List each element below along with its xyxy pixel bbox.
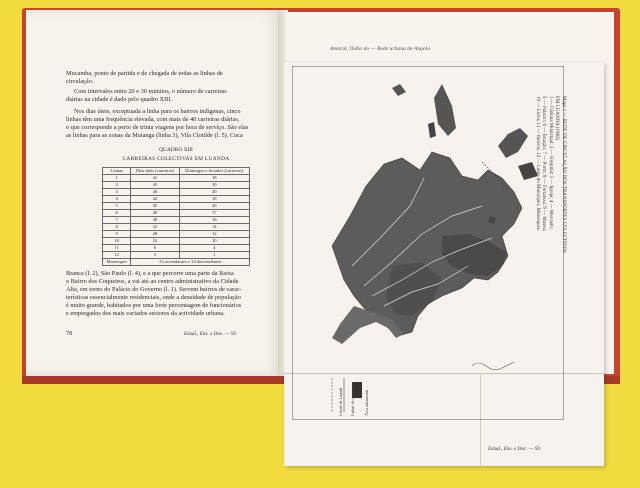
caption-line: 5 — Palácio; 6 — Estação; 7 — Porto; 8 — Fortaleza; 9 — Museu;	[541, 96, 547, 232]
table-title: QUADRO XIII	[159, 147, 193, 153]
table-row	[103, 224, 250, 231]
text-line: circulação.	[66, 78, 94, 85]
table-cell: 41	[131, 175, 179, 182]
island	[498, 128, 528, 158]
table-cell: 6	[103, 210, 131, 217]
table-cell: 18	[179, 196, 250, 203]
caption-line: EM LUANDA (1962)	[554, 96, 560, 141]
table-cell: 18	[179, 175, 250, 182]
luanda-map	[292, 66, 564, 420]
table-cell: Musseques	[103, 259, 131, 266]
table-cell: 8	[103, 224, 131, 231]
table-row	[103, 217, 250, 224]
table-row	[103, 245, 250, 252]
legend-item: Área urbanizada	[364, 389, 369, 416]
running-head: Amaral, Ilídio do — Rede urbana de Angola	[330, 46, 431, 52]
island	[392, 84, 406, 96]
column-header: Dias úteis (carreiras)	[131, 168, 179, 175]
table-cell: 19	[179, 182, 250, 189]
table-cell: 9	[103, 231, 131, 238]
table-footer-row	[103, 259, 250, 266]
table-row	[103, 196, 250, 203]
text-line: Com intervalos entre 20 e 30 minutos, o número de carreiras	[74, 88, 227, 95]
table-cell: 40	[131, 210, 179, 217]
text-line: Branca (l. 2), São Paulo (l. 4), e a que percorre uma parte da Baixa	[66, 270, 234, 277]
table-cell: 28	[131, 231, 179, 238]
table-row	[103, 203, 250, 210]
table-cell: 33 ascendentes e 34 descendentes	[131, 259, 250, 266]
table-cell: 10	[103, 238, 131, 245]
text-line: o Bairro dos Coqueiros, a vai até ao centro administrativo da Cidade	[66, 278, 239, 285]
text-line: Mucamba, ponto de partida e de chegada de todas as linhas de	[66, 70, 223, 77]
text-line: é muito grande, habitados por uma forte percentagem de funcionários	[66, 302, 242, 309]
caption-line: 10 — Liceu; 11 — Bairros; 12 — Largo do Município; Musseques.	[534, 96, 540, 231]
legend-item: Limite de Luanda	[338, 387, 343, 416]
table-row	[103, 252, 250, 259]
table-cell: 7	[103, 217, 131, 224]
table-cell: 2	[103, 182, 131, 189]
text-line: o que corresponde a perto de trinta viagens por hora de serviço. São elas	[66, 124, 249, 131]
table-cell: 14	[179, 224, 250, 231]
caption-line: Mapa 1 — REDE DE CIRCULAÇÃO DOS TRANSPORTES COLECTIVOS	[561, 96, 566, 253]
table-row	[103, 182, 250, 189]
carreiras-table	[102, 167, 250, 266]
table-cell: 1	[103, 175, 131, 182]
table-cell: 42	[131, 196, 179, 203]
table-cell: 20	[179, 203, 250, 210]
table-cell: 4	[179, 245, 250, 252]
table-cell: 45	[131, 203, 179, 210]
table-cell: 22	[131, 238, 179, 245]
table-cell: 17	[179, 210, 250, 217]
table-cell: 4	[103, 196, 131, 203]
text-line: Alta, em torno do Palácio do Governo (l. 1). Servem bairros de carac-	[66, 286, 242, 293]
table-row	[103, 231, 250, 238]
column-header: Domingos e feriados (carreiras)	[179, 168, 250, 175]
text-line: diárias na cidade é dado pelo quadro XIII.	[66, 96, 172, 103]
caption-line: 1 — Câmara Municipal; 2 — Hospital; 3 — Igreja; 4 — Mercado;	[547, 96, 553, 230]
foldout-footer: Estud., Ens. e Doc. — 93	[488, 446, 541, 452]
table-subtitle: CARREIRAS COLECTIVAS EM LUANDA	[122, 156, 230, 162]
table-cell: 6	[131, 245, 179, 252]
table-cell: 46	[131, 189, 179, 196]
table-row	[103, 175, 250, 182]
map-caption	[533, 96, 566, 416]
table-row	[103, 238, 250, 245]
text-line: e empregados dos mais variados sectores da actividade urbana.	[66, 310, 225, 317]
table-cell: 10	[179, 238, 250, 245]
island	[434, 84, 456, 136]
table-cell: 38	[131, 217, 179, 224]
legend-item: Linhas de transportes	[350, 381, 355, 416]
island	[428, 122, 436, 138]
table-cell: 3	[103, 189, 131, 196]
table-cell: 1	[179, 252, 250, 259]
text-line: linhas têm uma frequência elevada, com mais de 40 carreiras diárias,	[66, 116, 240, 123]
text-line: terísticas essencialmente residenciais, onde a densidade de população	[66, 294, 241, 301]
text-line: Nos dias úteis, exceptuada a linha para os bairros indígenas, cinco	[74, 108, 241, 115]
text-line: as linhas para as zonas da Muianga (linha 3), Vila Clotilde (l. 5). Cuca	[66, 132, 243, 139]
table-cell: 43	[131, 182, 179, 189]
table-cell: 3	[131, 252, 179, 259]
table-cell: 11	[103, 245, 131, 252]
table-cell: 20	[179, 189, 250, 196]
column-header: Linhas	[103, 168, 131, 175]
page-number: 78	[66, 331, 72, 337]
table-header-row	[103, 168, 250, 175]
table-cell: 12	[103, 252, 131, 259]
table-row	[103, 210, 250, 217]
coastline	[472, 362, 514, 370]
table-cell: 32	[131, 224, 179, 231]
table-cell: 12	[179, 231, 250, 238]
table-cell: 16	[179, 217, 250, 224]
table-row	[103, 189, 250, 196]
page-footer: Estud., Ens. e Doc. — 93	[184, 331, 237, 337]
table-cell: 5	[103, 203, 131, 210]
